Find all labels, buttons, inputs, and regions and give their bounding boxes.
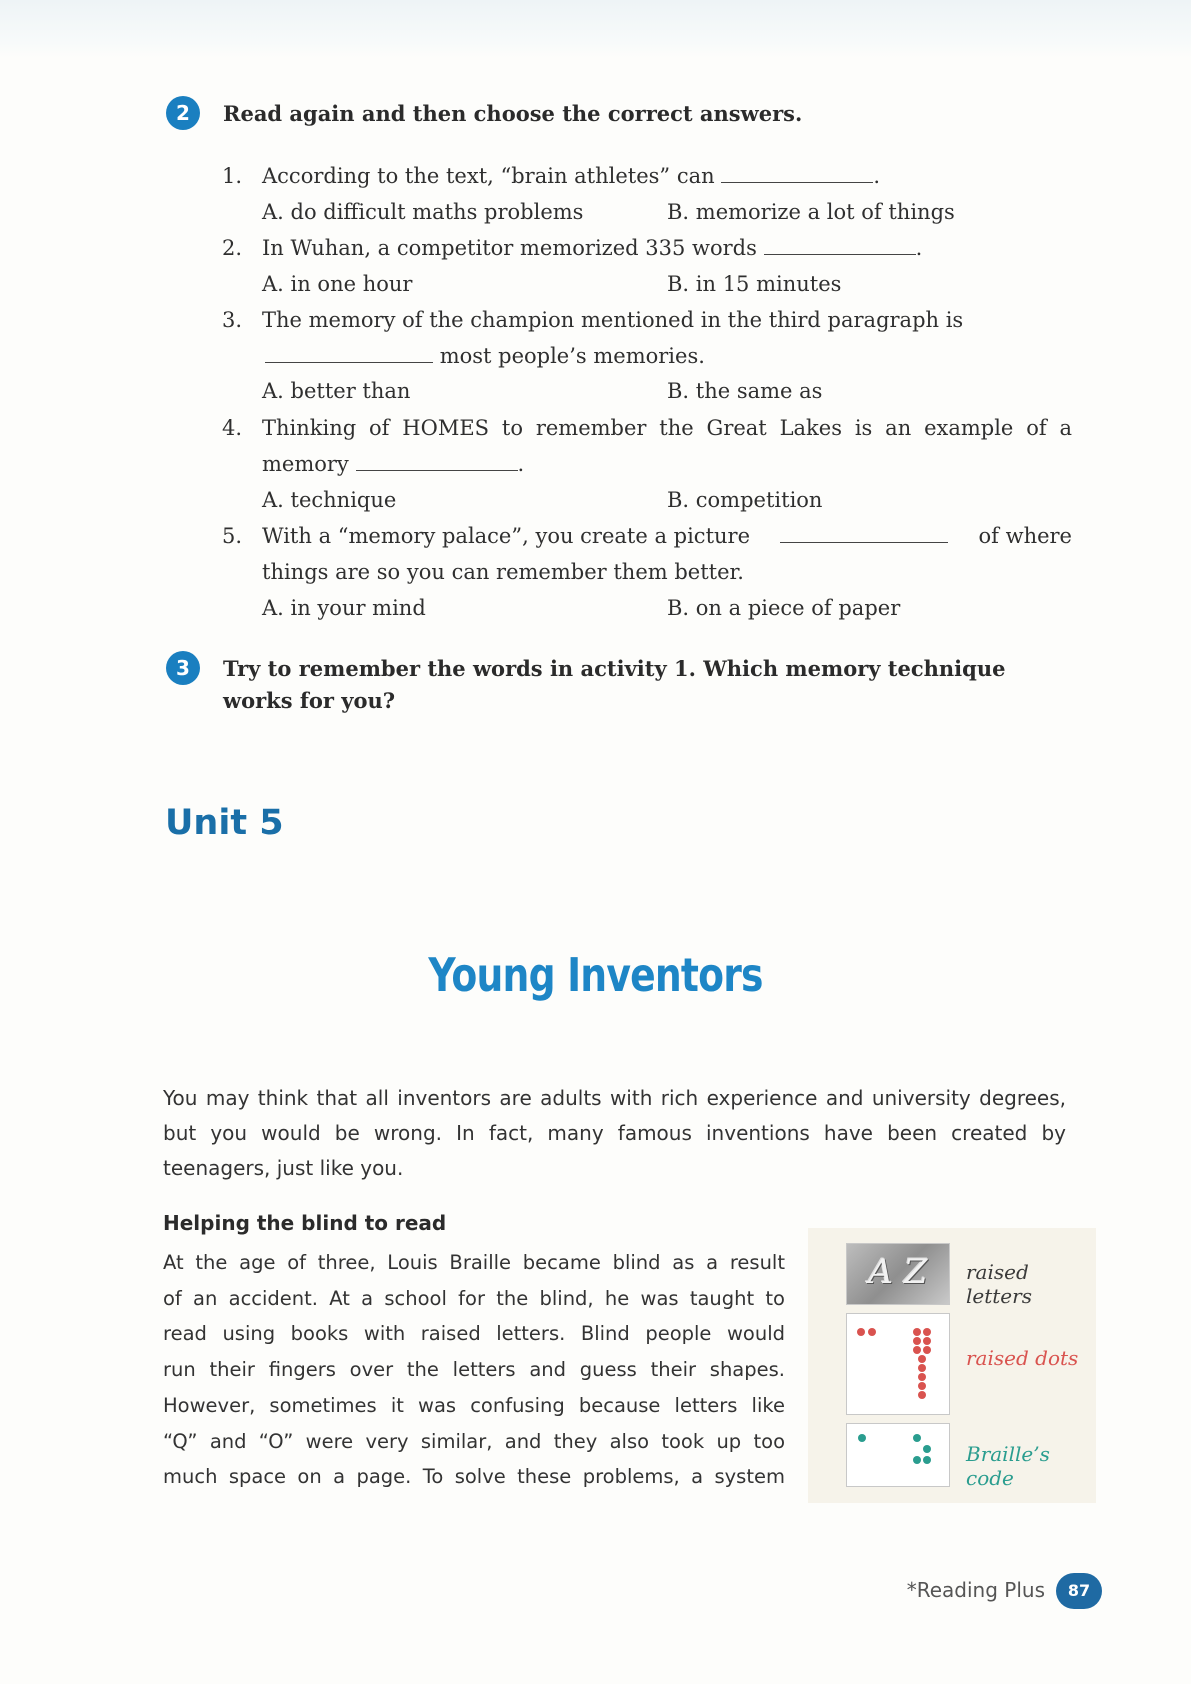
question-number: 2.: [222, 236, 243, 260]
option-b: B. the same as: [667, 379, 823, 403]
raised-dot: [913, 1337, 921, 1345]
braille-dot: [913, 1434, 921, 1442]
activity-number-badge: 3: [166, 651, 200, 685]
activity-number-badge: 2: [166, 96, 200, 130]
section-label: *Reading Plus: [906, 1578, 1045, 1602]
paragraph-line: much space on a page. To solve these problems, a system: [163, 1465, 785, 1489]
option-b: B. on a piece of paper: [667, 596, 901, 620]
question-end: .: [915, 236, 923, 260]
top-banner: [0, 0, 1191, 58]
question-number: 4.: [222, 416, 243, 440]
answer-blank: [265, 342, 433, 363]
paragraph-line: of an accident. At a school for the blind, he was taught to: [163, 1286, 785, 1310]
raised-dot: [868, 1328, 876, 1336]
raised-dot: [857, 1328, 865, 1336]
paragraph-line: “Q” and “O” were very similar, and they also took up too: [163, 1429, 785, 1453]
question-text: According to the text, “brain athletes” can: [262, 164, 715, 188]
raised-dot: [918, 1373, 926, 1381]
option-a: A. do difficult maths problems: [262, 200, 584, 224]
answer-blank: [764, 234, 916, 255]
label-raised-dots: raised dots: [966, 1346, 1079, 1370]
raised-dots-image: [846, 1313, 950, 1415]
raised-dot: [923, 1337, 931, 1345]
raised-dot: [918, 1355, 926, 1363]
option-a: A. in one hour: [262, 272, 413, 296]
unit-heading: Unit 5: [165, 803, 284, 843]
option-b: B. in 15 minutes: [667, 272, 842, 296]
article-title: Young Inventors: [428, 948, 763, 1002]
question-text: In Wuhan, a competitor memorized 335 words: [262, 236, 757, 260]
question-end: .: [517, 452, 525, 476]
question-number: 3.: [222, 308, 243, 332]
option-a: A. in your mind: [262, 596, 426, 620]
raised-letters-sample: A Z: [868, 1252, 928, 1292]
article-paragraph: [163, 1245, 785, 1495]
option-a: A. technique: [262, 488, 397, 512]
question-text: The memory of the champion mentioned in the third paragraph is: [262, 308, 964, 332]
question-text-cont: of where: [978, 524, 1072, 548]
label-raised-letters: raised letters: [966, 1260, 1032, 1308]
braille-dot: [923, 1456, 931, 1464]
raised-dot: [918, 1382, 926, 1390]
paragraph-line: However, sometimes it was confusing because letters like: [163, 1393, 785, 1417]
question-text: Thinking of HOMES to remember the Great Lakes is an example of a: [262, 416, 1072, 440]
activity-instruction: Try to remember the words in activity 1. Which memory technique works for you?: [223, 656, 1006, 713]
question-5-line-2: things are so you can remember them better.: [262, 560, 744, 584]
braille-dot: [913, 1456, 921, 1464]
raised-dot: [913, 1328, 921, 1336]
label-braille-code: Braille’s code: [966, 1442, 1050, 1490]
answer-blank: [721, 162, 873, 183]
activity-instruction: Read again and then choose the correct answers.: [223, 101, 803, 126]
raised-dot: [918, 1391, 926, 1399]
paragraph-line: read using books with raised letters. Blind people would: [163, 1322, 785, 1346]
option-b: B. competition: [667, 488, 823, 512]
raised-dot: [913, 1346, 921, 1354]
raised-letters-image: [846, 1243, 950, 1305]
answer-blank: [780, 522, 948, 543]
braille-dot: [923, 1445, 931, 1453]
paragraph-line: run their fingers over the letters and guess their shapes.: [163, 1358, 785, 1382]
question-4-line-2: [262, 450, 524, 478]
option-b: B. memorize a lot of things: [667, 200, 955, 224]
braille-figure: [808, 1228, 1096, 1503]
question-number: 5.: [222, 524, 243, 548]
question-number: 1.: [222, 164, 243, 188]
question-3-line-2: [265, 342, 705, 370]
question-end: .: [873, 164, 881, 188]
raised-dot: [923, 1328, 931, 1336]
answer-blank: [356, 450, 518, 471]
question-text-cont: most people’s memories.: [439, 344, 705, 368]
braille-dot: [858, 1434, 866, 1442]
raised-dot: [918, 1364, 926, 1372]
paragraph-line: At the age of three, Louis Braille became blind as a result: [163, 1251, 785, 1274]
braille-code-image: [846, 1423, 950, 1487]
page-number: 87: [1056, 1573, 1102, 1609]
question-text: With a “memory palace”, you create a picture: [262, 524, 750, 548]
section-subheading: Helping the blind to read: [163, 1211, 447, 1235]
option-a: A. better than: [262, 379, 411, 403]
question-text-cont: memory: [262, 452, 349, 476]
article-intro: You may think that all inventors are adults with rich experience and university degrees, but you would be wrong. In fact, many famous inventions have been created by teenagers, just like you.: [163, 1086, 1066, 1180]
raised-dot: [923, 1346, 931, 1354]
